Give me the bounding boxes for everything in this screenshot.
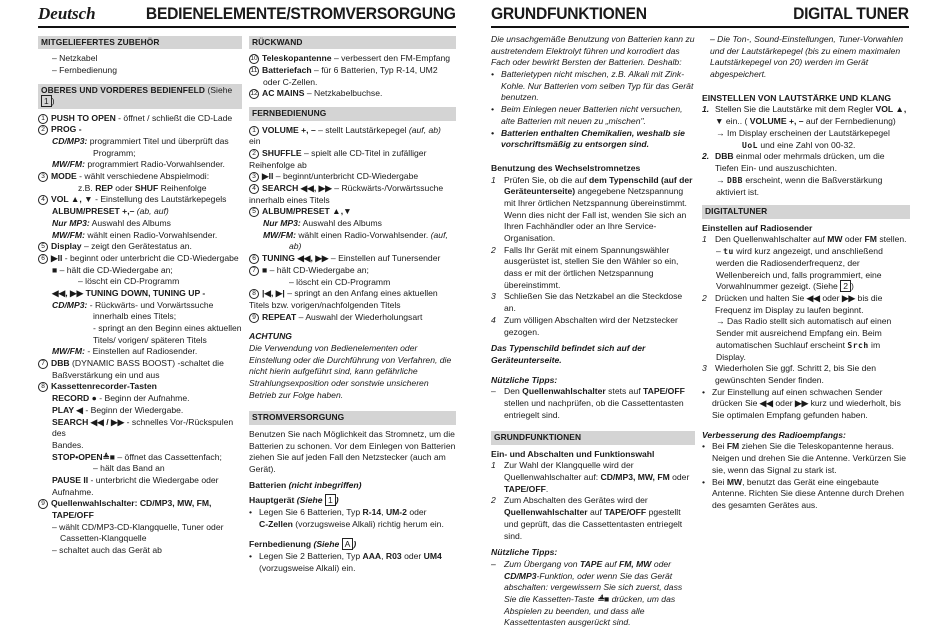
list-item: • Beim Einlegen neuer Batterien nicht versuchen, alte Batterien mit neuen zu „mischen".	[491, 104, 683, 126]
control-item: 2 PROG -	[38, 124, 242, 136]
list-item: • Batterien enthalten Chemikalien, weshalb sie vorschriftsmäßig zu entsorgen sind.	[491, 127, 685, 150]
remote-item: 5 ALBUM/PRESET ▲,▼	[249, 206, 456, 218]
section-bedienfeld: OBERES UND VORDERES BEDIENFELD (Siehe 1 )	[38, 84, 242, 109]
control-item: 3 MODE - wählt verschiedene Abspielmodi:	[38, 171, 242, 183]
remote-item: 8 |◀, ▶| – springt an den Anfang eines aktuellen	[249, 288, 456, 300]
remote-item: 1 VOLUME +, – – stellt Lautstärkepegel (auf, ab)	[249, 125, 456, 137]
subheading: Benutzung des Wechselstromnetzes	[491, 162, 641, 173]
remote-item: 6 TUNING ◀◀, ▶▶ – Einstellen auf Tunersender	[249, 253, 456, 265]
section-zubehoer: MITGELIEFERTES ZUBEHÖR	[38, 36, 242, 49]
remote-item: 9 REPEAT – Auswahl der Wiederholungsart	[249, 312, 456, 324]
control-item: 12 AC MAINS – Netzkabelbuchse.	[250, 88, 383, 99]
control-item: 4 VOL ▲, ▼ - Einstellung des Lautstärkepegels	[38, 194, 242, 206]
section-stromversorgung: STROMVERSORGUNG	[249, 411, 456, 424]
control-item: 5 Display – zeigt den Gerätestatus an.	[38, 241, 242, 253]
lcd-search: Srch	[847, 340, 869, 350]
page-title-left: BEDIENELEMENTE/STROMVERSORGUNG	[146, 3, 456, 23]
control-item: 11 Batteriefach – für 6 Batterien, Typ R-14, UM2	[250, 65, 438, 76]
section-rueckwand: RÜCKWAND	[249, 36, 456, 49]
battery-intro: Die unsachgemäße Benutzung von Batterien kann zu austretendem Elektrolyt führen und korrodiert das Fach oder bewirkt Bersten der Batterien. Deshalb:	[491, 34, 695, 68]
control-item: 7 DBB (DYNAMIC BASS BOOST) -schaltet die	[38, 358, 242, 370]
control-item: 8 Kassettenrecorder-Tasten	[38, 381, 242, 393]
remote-item: 7 ■ – hält CD-Wiedergabe an;	[249, 265, 456, 277]
column-2: RÜCKWAND 10 Teleskopantenne – verbessert den FM-Empfang 11 Batteriefach – für 6 Batterien, Typ R-14, UM2 oder C-Zellen. 12 AC MAINS – Netzkabelbuchse. FERNBEDIENUNG 1 VOLUME +, – – stellt Lautstärkepegel (auf, ab) ein 2 SHUFFLE – spielt alle CD-Titel in zufälliger Reihenfolge ab 3 ▶II – beginnt/unterbricht CD-Wiedergabe 4 SEARCH ◀◀, ▶▶ – Rückwärts-/Vorwärtssuche innerhalb eines Titels 5 ALBUM/PRESET ▲,▼ Nur MP3: Auswahl des Albums MW/FM: wählt einen Radio-Vorwahlsender. (auf, ab) 6 TUNING ◀◀, ▶▶ – Einstellen auf Tunersender 7 ■ – hält CD-Wiedergabe an; – löscht ein CD-Programm 8 |◀, ▶| – springt an den Anfang eines aktuellen Titels bzw. vorigen/nachfolgenden Titels 9 REPEAT – Auswahl der Wiederholungsart ACHTUNG Die Verwendung von Bedienelementen oder Einstellung oder die Durchführung von Verfahren, die nicht hierin aufgeführt sind, kann gefährliche Strahlungsexposition oder sonstwie unsicheren Betrieb zur Folge haben. STROMVERSORGUNG Benutzen Sie nach Möglichkeit das Stromnetz, um die Batterien zu schonen. Vor dem Einlegen von Batterien ziehen Sie auf jeden Fall den Netzstecker (auch am Gerät). Batterien (nicht inbegriffen) Hauptgerät (Siehe 1 ) • Legen Sie 6 Batterien, Typ R-14, UM-2 oder C-Zellen (vorzugsweise Alkali) richtig herum ein. Fernbedienung (Siehe A ) • Legen Sie 2 Batterien, Typ AAA, R03 oder UM4 (vorzugsweise Alkali) ein.	[249, 37, 456, 573]
caution-title: ACHTUNG	[249, 331, 292, 342]
subheading: EINSTELLEN VON LAUTSTÄRKE UND KLANG	[702, 92, 892, 103]
lcd-tuner: tu	[723, 247, 734, 257]
page-title-mid: GRUNDFUNKTIONEN	[491, 3, 647, 23]
header-left	[38, 3, 456, 28]
caution-text: Die Verwendung von Bedienelementen oder Einstellung oder die Durchführung von Verfahren, die nicht hierin aufgeführt sind, kann gefährliche Strahlungsexposition oder sonstwie unsicheren Betrieb zur Folge haben.	[249, 342, 452, 400]
lcd-dbb: DBB	[726, 175, 743, 185]
language-label: Deutsch	[38, 3, 96, 23]
section-fernbedienung: FERNBEDIENUNG	[249, 107, 456, 120]
remote-item: 4 SEARCH ◀◀, ▶▶ – Rückwärts-/Vorwärtssuche	[249, 183, 456, 195]
accessory-item: – Netzkabel	[52, 53, 98, 64]
section-grundfunktionen: GRUNDFUNKTIONEN	[491, 431, 695, 444]
header-right	[491, 3, 909, 28]
control-item: 1 PUSH TO OPEN - öffnet / schließt die CD-Lade	[38, 113, 242, 125]
power-text: Benutzen Sie nach Möglichkeit das Stromnetz, um die Batterien zu schonen. Vor dem Einlegen von Batterien ziehen Sie auf jeden Fall den Netzstecker (auch am Gerät).	[249, 428, 456, 474]
section-digitaltuner: DIGITALTUNER	[702, 205, 910, 218]
memory-note: – Die Ton-, Sound-Einstellungen, Tuner-Vorwahlen und der Lautstärkepegel (bis zu einem maximalen Lautstärkepegel von 20) werden im Gerät abgespeichert.	[710, 34, 903, 80]
page-title-right: DIGITAL TUNER	[793, 3, 909, 23]
remote-item: 2 SHUFFLE – spielt alle CD-Titel in zufälliger	[249, 148, 456, 160]
lcd-vol: UoL	[742, 140, 758, 150]
control-item: 10 Teleskopantenne – verbessert den FM-Empfang	[250, 53, 451, 64]
control-item: 6 ▶II - beginnt oder unterbricht die CD-Wiedergabe	[38, 253, 242, 265]
column-4: – Die Ton-, Sound-Einstellungen, Tuner-Vorwahlen und der Lautstärkepegel (bis zu einem maximalen Lautstärkepegel von 20) werden im Gerät abgespeichert. EINSTELLEN VON LAUTSTÄRKE UND KLANG 1. Stellen Sie die Lautstärke mit dem Regler VOL ▲, ▼ ein.. ( VOLUME +, – auf der Fernbedienung) → Im Display erscheinen der Lautstärkepegel UoL und eine Zahl von 00-32. 2. DBB einmal oder mehrmals drücken, um die Tiefen Ein- und auszuschichten. → DBB erscheint, wenn die Baßverstärkung aktiviert ist. DIGITALTUNER Einstellen auf Radiosender 1 Den Quellenwahlschalter auf MW oder FM stellen. – tu wird kurz angezeigt, und anschließend werden die Radiosenderfrequenz, der Wellenbereich und, falls programmiert, eine Vorwahlnummer gezeigt. (Siehe 2 ) 2 Drücken und halten Sie ◀◀ oder ▶▶ bis die Frequenz im Display zu laufen beginnt. → Das Radio stellt sich automatisch auf einen Sender mit ausreichend Empfang ein. Beim automatischen Suchlauf erscheint Srch im Display. 3 Wiederholen Sie ggf. Schritt 2, bis Sie den gewünschten Sender finden. • Zur Einstellung auf einen schwachen Sender drücken Sie ◀◀ oder ▶▶ kurz und wiederholt, bis Sie optimalen Empfang gefunden haben. Verbesserung des Radioempfangs: • Bei FM ziehen Sie die Teleskopantenne heraus. Neigen und drehen Sie die Antenne. Verkürzen Sie sie, wenn das Signal zu stark ist. • Bei MW, benutzt das Gerät eine eingebaute Antenne. Richten Sie diese Antenne durch Drehen des gesamten Gerätes aus.	[702, 34, 910, 512]
column-1: MITGELIEFERTES ZUBEHÖR – Netzkabel – Fernbedienung OBERES UND VORDERES BEDIENFELD (Siehe 1 ) 1 PUSH TO OPEN - öffnet / schließt die CD-Lade 2 PROG - CD/MP3: programmiert Titel und überprüft das Programm; MW/FM: programmiert Radio-Vorwahlsender. 3 MODE - wählt verschiedene Abspielmodi: z.B. REP oder SHUF Reihenfolge 4 VOL ▲, ▼ - Einstellung des Lautstärkepegels ALBUM/PRESET +,– (ab, auf) Nur MP3: Auswahl des Albums MW/FM: wählt einen Radio-Vorwahlsender. 5 Display – zeigt den Gerätestatus an. 6 ▶II - beginnt oder unterbricht die CD-Wiedergabe ■ – hält die CD-Wiedergabe an; – löscht ein CD-Programm ◀◀, ▶▶ TUNING DOWN, TUNING UP - CD/MP3: - Rückwärts- und Vorwärtssuche innerhalb eines Titels; - springt an den Beginn eines aktuellen Titels/ vorigen/ späteren Titels MW/FM: - Einstellen auf Radiosender. 7 DBB (DYNAMIC BASS BOOST) -schaltet die Baßverstärkung ein und aus 8 Kassettenrecorder-Tasten RECORD ● - Beginn der Aufnahme. PLAY ◀ - Beginn der Wiedergabe. SEARCH ◀◀ / ▶▶ - schnelles Vor-/Rückspulen des Bandes. STOP•OPEN≜■ – öffnet das Cassettenfach; – hält das Band an PAUSE II - unterbricht die Wiedergabe oder Aufnahme. 9 Quellenwahlschalter: CD/MP3, MW, FM, TAPE/OFF – wählt CD/MP3-CD-Klangquelle, Tuner oder Cassetten-Klangquelle – schaltet auch das Gerät ab	[38, 34, 242, 557]
list-item: • Batterietypen nicht mischen, z.B. Alkali mit Zink-Kohle. Nur Batterien vom selben Typ für das Gerät benutzen.	[491, 69, 694, 103]
accessory-item: – Fernbedienung	[52, 65, 117, 76]
column-3: Die unsachgemäße Benutzung von Batterien kann zu austretendem Elektrolyt führen und korrodiert das Fach oder bewirkt Bersten der Batterien. Deshalb: • Batterietypen nicht mischen, z.B. Alkali mit Zink-Kohle. Nur Batterien vom selben Typ für das Gerät benutzen. • Beim Einlegen neuer Batterien nicht versuchen, alte Batterien mit neuen zu „mischen". • Batterien enthalten Chemikalien, weshalb sie vorschriftsmäßig zu entsorgen sind. Benutzung des Wechselstromnetzes 1 Prüfen Sie, ob die auf dem Typenschild (auf der Geräteunterseite) angegebene Netzspannung mit Ihrer örtlichen Netzspannung übereinstimmt. Wenn dies nicht der Fall ist, wenden Sie sich an Ihren Fachhändler oder an Ihre Service-Organisation. 2 Falls Ihr Gerät mit einem Spannungswähler ausgerüstet ist, stellen Sie den Wähler so ein, dass er mit der örtlichen Netzspannung übereinstimmt. 3 Schließen Sie das Netzkabel an die Steckdose an. 4 Zum völligen Abschalten wird der Netzstecker gezogen. Das Typenschild befindet sich auf der Geräteunterseite. Nützliche Tipps: – Den Quellenwahlschalter stets auf TAPE/OFF stellen und nachprüfen, ob die Cassettentasten entriegelt sind. GRUNDFUNKTIONEN Ein- und Abschalten und Funktionswahl 1 Zur Wahl der Klangquelle wird der Quellenwahlschalter auf: CD/MP3, MW, FM oder TAPE/OFF. 2 Zum Abschalten des Gerätes wird der Quellenwahlschalter auf TAPE/OFF pgestellt und geprüft, das die Cassettentasten entriegelt sind. Nützliche Tipps: – Zum Übergang von TAPE auf FM, MW oder CD/MP3-Funktion, oder wenn Sie das Gerät abschalten: vergewissern Sie sich zuerst, dass Sie die Kassetten-Taste ≜■ drücken, um das Abspielen zu beenden, und dass alle Kassettentasten ausgerückt sind.	[491, 34, 695, 628]
control-item: 9 Quellenwahlschalter: CD/MP3, MW, FM,	[38, 498, 242, 510]
remote-item: 3 ▶II – beginnt/unterbricht CD-Wiedergabe	[249, 171, 456, 183]
